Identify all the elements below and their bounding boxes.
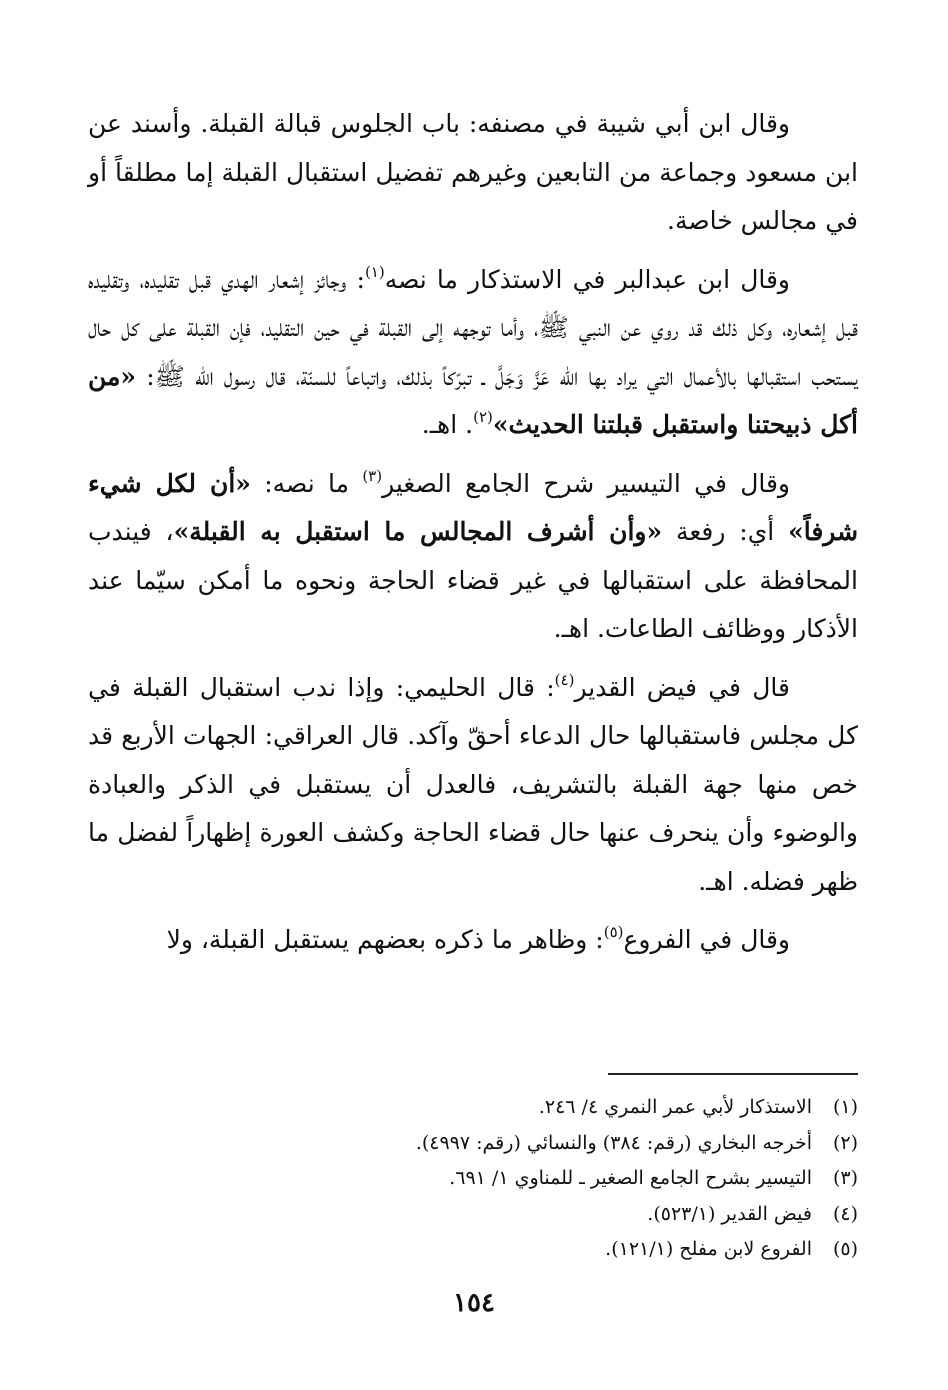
paragraph-5 bbox=[88, 916, 858, 965]
paragraph-4 bbox=[88, 664, 858, 907]
footnote-3-number: (٣) bbox=[832, 1167, 858, 1189]
paragraph-2 bbox=[88, 256, 858, 450]
footnote-ref-4[interactable]: (٤) bbox=[554, 670, 575, 689]
page-number: ١٥٤ bbox=[453, 1288, 495, 1318]
footnote-ref-5[interactable]: (٥) bbox=[603, 923, 624, 941]
paragraph-5-text-a: وقال في الفروع bbox=[623, 925, 790, 954]
paragraph-2-text-a: وقال ابن عبدالبر في الاستذكار ما نصه bbox=[384, 264, 790, 294]
footnote-2-number: (٢) bbox=[832, 1131, 858, 1154]
hadith-quote-1: «من أكل ذبيحتنا واستقبل قبلتنا الحديث» bbox=[88, 361, 858, 439]
footnote-2 bbox=[88, 1126, 858, 1162]
paragraph-1-text: وقال ابن أبي شيبة في مصنفه: باب الجلوس قبالة القبلة. وأسند عن ابن مسعود وجماعة من التابعين وغيرهم تفضيل استقبال القبلة إما مطلقاً أو في مجالس خاصة. bbox=[88, 109, 858, 235]
footnote-1 bbox=[88, 1090, 858, 1126]
footnote-divider bbox=[608, 1073, 858, 1075]
paragraph-5-text-b: : وظاهر ما ذكره بعضهم يستقبل القبلة، ولا bbox=[166, 925, 604, 954]
footnotes bbox=[88, 1090, 858, 1268]
paragraph-2-text-c: . اهـ. bbox=[421, 410, 474, 439]
footnote-3-text: التيسير بشرح الجامع الصغير ـ للمناوي ١/ ٦٩١. bbox=[449, 1167, 812, 1189]
hadith-quote-3: «وأن أشرف المجالس ما استقبل به القبلة» bbox=[173, 517, 663, 546]
footnote-ref-3[interactable]: (٣) bbox=[362, 466, 383, 485]
main-text bbox=[88, 100, 858, 975]
paragraph-3-text-d: ، فيندب المحافظة على استقبالها في غير قضاء الحاجة ونحوه ما أمكن سيّما عند الأذكار ووظائف الطاعات. اهـ. bbox=[88, 517, 858, 643]
footnote-3 bbox=[88, 1161, 858, 1197]
footnote-1-text: الاستذكار لأبي عمر النمري ٤/ ٢٤٦. bbox=[538, 1096, 812, 1118]
paragraph-1 bbox=[88, 100, 858, 246]
footnote-4-text: فيض القدير (٥٢٣/١). bbox=[647, 1202, 812, 1225]
footnote-4 bbox=[88, 1197, 858, 1233]
paragraph-3-text-c: أي: رفعة bbox=[662, 517, 789, 546]
footnote-ref-2[interactable]: (٢) bbox=[473, 408, 493, 426]
hadith-quote-2: «أن لكل شيء شرفاً» bbox=[88, 468, 859, 546]
paragraph-4-text-a: قال في فيض القدير bbox=[574, 672, 790, 702]
footnote-1-number: (١) bbox=[832, 1096, 858, 1118]
paragraph-3-text-a: وقال في التيسير شرح الجامع الصغير bbox=[382, 468, 791, 498]
paragraph-3-text-b: ما نصه: bbox=[250, 468, 363, 498]
footnote-ref-1[interactable]: (١) bbox=[364, 262, 385, 281]
footnote-5 bbox=[88, 1232, 858, 1268]
footnote-2-text: أخرجه البخاري (رقم: ٣٨٤) والنسائي (رقم: ٤٩٩٧). bbox=[415, 1131, 812, 1154]
footnote-4-number: (٤) bbox=[832, 1202, 858, 1225]
footnote-5-number: (٥) bbox=[832, 1238, 858, 1260]
footnote-5-text: الفروع لابن مفلح (١٢١/١). bbox=[605, 1238, 812, 1260]
paragraph-2-text-b: : وجائز إشعار الهدي قبل تقليده، وتقليده قبل إشعاره، وكل ذلك قد روي عن النبي ﷺ، وأما توجهه إلى القبلة في حين التقليد، فإن القبلة على كل حال يستحب استقبالها بالأعمال التي يراد بها الله عَزَّ وَجَلَّ ـ تبرّكاً بذلك، واتباعاً للسنّة، قال رسول الله ﷺ: bbox=[88, 264, 858, 391]
paragraph-4-text-b: : قال الحليمي: وإذا ندب استقبال القبلة في كل مجلس فاستقبالها حال الدعاء أحقّ وآكد. قال العراقي: الجهات الأربع قد خص منها جهة القبلة بالتشريف، فالعدل أن يستقبل في الذكر والعبادة والوضوء وأن ينحرف عنها حال قضاء الحاجة وكشف العورة إظهاراً لفضل ما ظهر فضله. اهـ. bbox=[88, 672, 858, 896]
paragraph-3 bbox=[88, 460, 858, 654]
